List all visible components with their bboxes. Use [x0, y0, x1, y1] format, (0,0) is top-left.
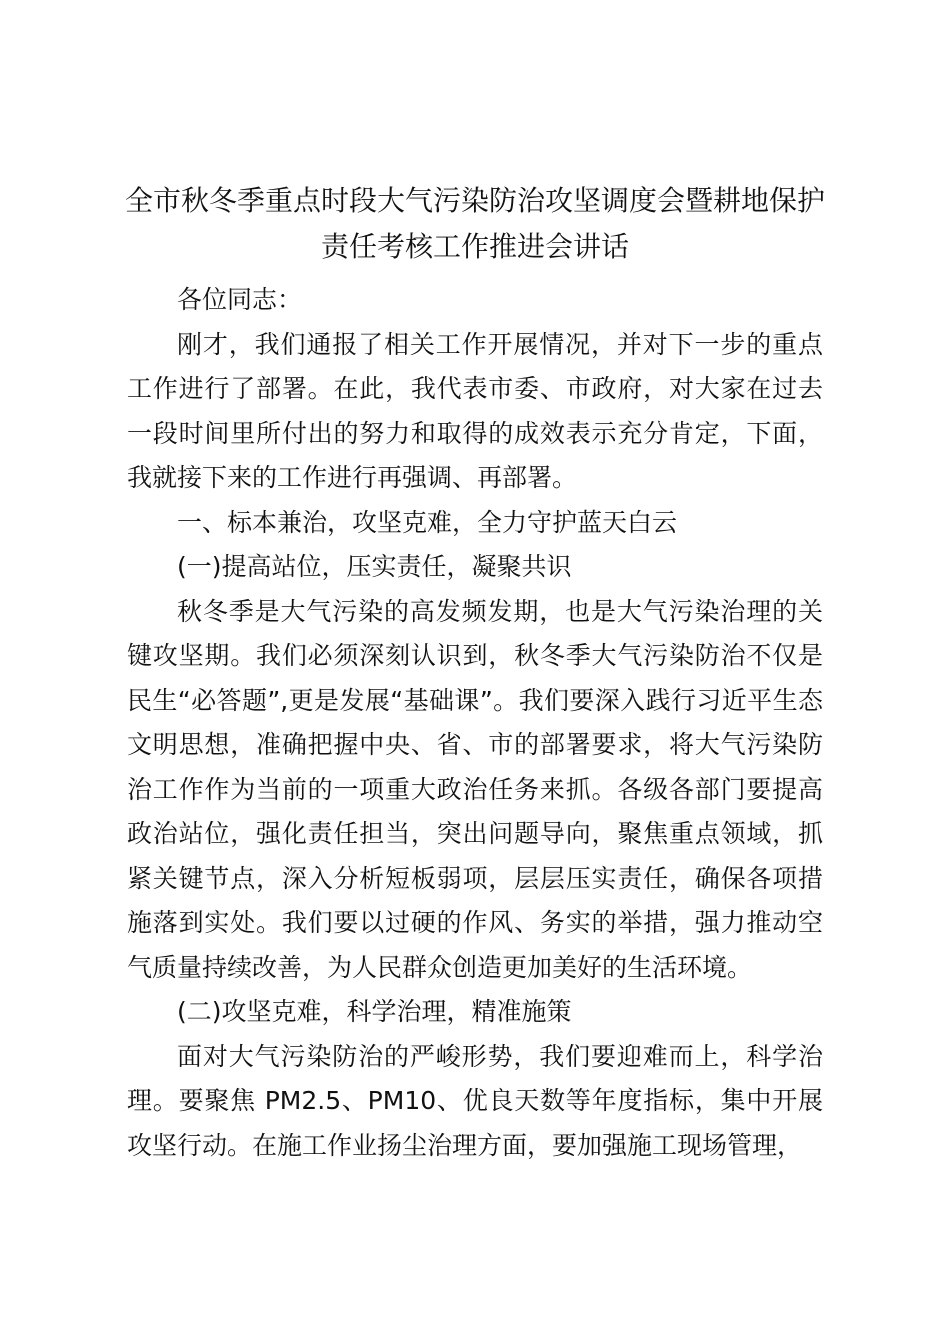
document-title: 全市秋冬季重点时段大气污染防治攻坚调度会暨耕地保护责任考核工作推进会讲话	[125, 184, 826, 263]
subsection-heading: (一)提高站位，压实责任，凝聚共识	[177, 552, 572, 581]
section-heading: 一、标本兼治，攻坚克难，全力守护蓝天白云	[177, 507, 678, 537]
subsection-heading: (二)攻坚克难，科学治理，精准施策	[177, 997, 572, 1026]
body-paragraph: 刚才，我们通报了相关工作开展情况，并对下一步的重点工作进行了部署。在此，我代表市委、市政府，对大家在过去一段时间里所付出的努力和取得的成效表示充分肯定，下面，我就接下来的工作进行再强调、再部署。	[127, 329, 823, 492]
body-paragraph: 面对大气污染防治的严峻形势，我们要迎难而上，科学治理。要聚焦 PM2.5、PM10、优良天数等年度指标，集中开展攻坚行动。在施工作业扬尘治理方面，要加强施工现场管理，	[127, 1041, 823, 1160]
body-paragraph: 秋冬季是大气污染的高发频发期，也是大气污染治理的关键攻坚期。我们必须深刻认识到，秋冬季大气污染防治不仅是民生“必答题”,更是发展“基础课”。我们要深入践行习近平生态文明思想，准确把握中央、省、市的部署要求，将大气污染防治工作作为当前的一项重大政治任务来抓。各级各部门要提高政治站位，强化责任担当，突出问题导向，聚焦重点领域，抓紧关键节点，深入分析短板弱项，层层压实责任，确保各项措施落到实处。我们要以过硬的作风、务实的举措，强力推动空气质量持续改善，为人民群众创造更加美好的生活环境。	[127, 596, 823, 982]
document-body	[127, 278, 823, 1168]
salutation: 各位同志：	[177, 285, 303, 314]
